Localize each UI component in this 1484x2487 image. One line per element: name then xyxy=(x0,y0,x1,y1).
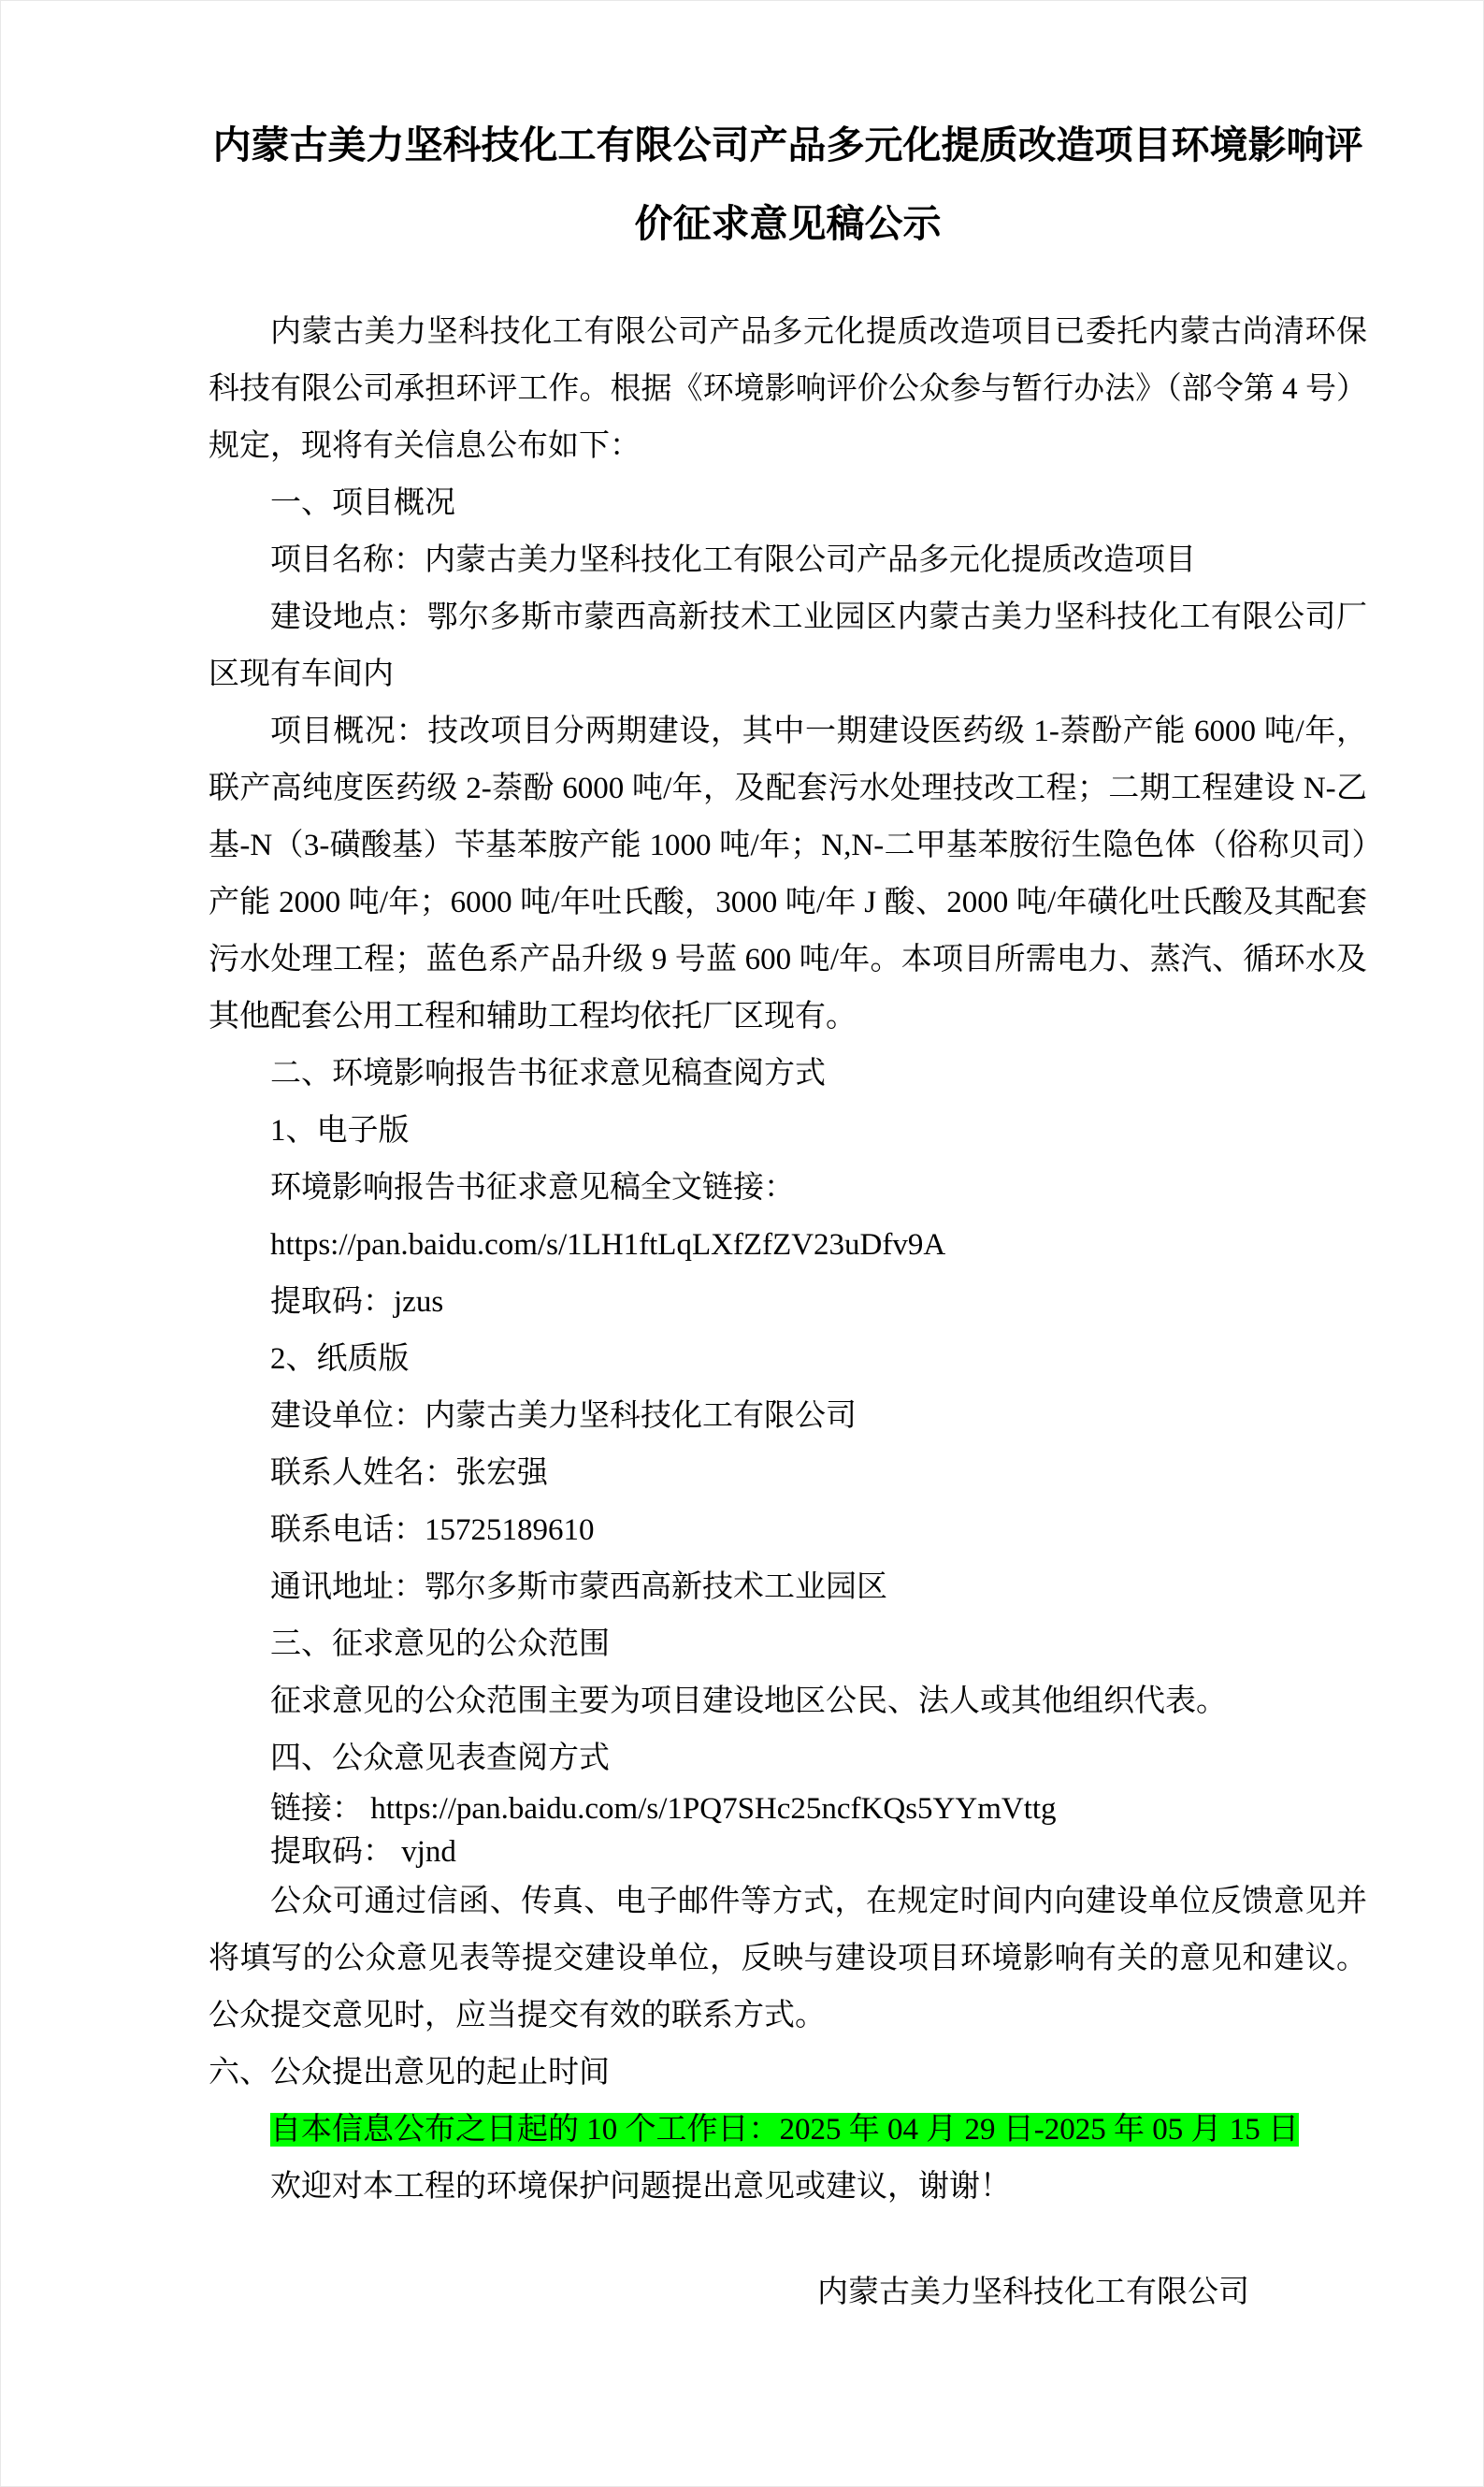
public-scope-line: 征求意见的公众范围主要为项目建设地区公民、法人或其他组织代表。 xyxy=(270,1685,1227,1718)
section-2-heading: 二、环境影响报告书征求意见稿查阅方式 xyxy=(270,1057,826,1091)
paper-version-heading: 2、纸质版 xyxy=(270,1342,410,1376)
opinion-form-link-line: 链接： https://pan.baidu.com/s/1PQ7SHc25ncfKQs5YYmVttg xyxy=(270,1792,1057,1826)
section-6-heading: 六、公众提出意见的起止时间 xyxy=(209,2056,610,2089)
construction-unit-line: 建设单位：内蒙古美力坚科技化工有限公司 xyxy=(270,1399,857,1433)
section-4-heading: 四、公众意见表查阅方式 xyxy=(270,1742,610,1775)
report-link-label-line: 环境影响报告书征求意见稿全文链接： xyxy=(270,1171,795,1205)
project-overview-paragraph: 项目概况：技改项目分两期建设，其中一期建设医药级 1-萘酚产能 6000 吨/年，联产高纯度医药级 2-萘酚 6000 吨/年，及配套污水处理技改工程；二期工程建设 N-乙基-N（3-磺酸基）苄基苯胺产能 1000 吨/年；N,N-二甲基苯胺衍生隐色体（俗称贝司）产能 2000 吨/年；6000 吨/年吐氏酸，3000 吨/年 J 酸、2000 吨/年磺化吐氏酸及其配套污水处理工程；蓝色系产品升级 9 号蓝 600 吨/年。本项目所需电力、蒸汽、循环水及其他配套公用工程和辅助工程均依托厂区现有。 xyxy=(209,715,1367,1034)
electronic-version-heading: 1、电子版 xyxy=(270,1114,410,1148)
opinion-form-code-line: 提取码： vjnd xyxy=(270,1835,456,1869)
construction-site-line: 建设地点：鄂尔多斯市蒙西高新技术工业园区内蒙古美力坚科技化工有限公司厂区现有车间内 xyxy=(209,600,1367,691)
closing-line: 欢迎对本工程的环境保护问题提出意见或建议，谢谢！ xyxy=(270,2170,1011,2204)
intro-paragraph: 内蒙古美力坚科技化工有限公司产品多元化提质改造项目已委托内蒙古尚清环保科技有限公司承担环评工作。根据《环境影响评价公众参与暂行办法》（部令第 4 号）规定，现将有关信息公布如下： xyxy=(209,315,1367,463)
deadline-highlight-line xyxy=(209,2102,1367,2159)
project-name-line: 项目名称：内蒙古美力坚科技化工有限公司产品多元化提质改造项目 xyxy=(270,543,1196,577)
report-link-code-line: 提取码：jzus xyxy=(270,1285,444,1319)
doc-title: 内蒙古美力坚科技化工有限公司产品多元化提质改造项目环境影响评价征求意见稿公示 xyxy=(212,123,1363,245)
feedback-paragraph: 公众可通过信函、传真、电子邮件等方式，在规定时间内向建设单位反馈意见并将填写的公众意见表等提交建设单位，反映与建设项目环境影响有关的意见和建议。公众提交意见时，应当提交有效的联系方式。 xyxy=(209,1885,1367,2032)
section-3-heading: 三、征求意见的公众范围 xyxy=(270,1627,610,1661)
section-1-heading: 一、项目概况 xyxy=(270,486,455,520)
contact-name-line: 联系人姓名：张宏强 xyxy=(270,1456,548,1490)
deadline-highlight-text: 自本信息公布之日起的 10 个工作日：2025 年 04 月 29 日-2025 年 05 月 15 日 xyxy=(270,2113,1299,2147)
report-link-url: https://pan.baidu.com/s/1LH1ftLqLXfZfZV23uDfv9A xyxy=(270,1228,946,1262)
contact-phone-line: 联系电话：15725189610 xyxy=(270,1513,595,1547)
mailing-address-line: 通讯地址：鄂尔多斯市蒙西高新技术工业园区 xyxy=(270,1570,887,1604)
signature-line: 内蒙古美力坚科技化工有限公司 xyxy=(817,2276,1249,2309)
